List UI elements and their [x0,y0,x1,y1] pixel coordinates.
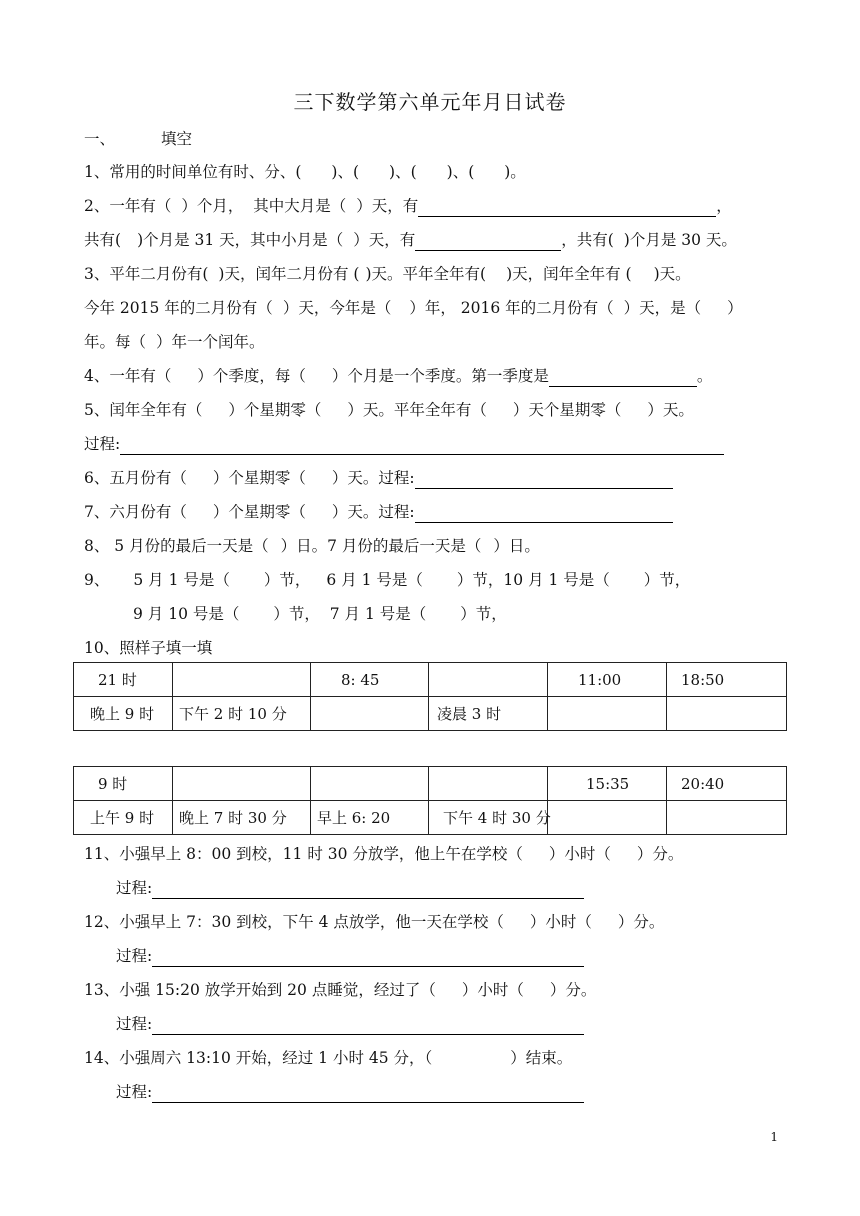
q9-text: ）节， [643,571,691,589]
process-label: 过程: [116,947,153,965]
q3-text: ）天，今年是（ [282,299,392,317]
q13-text: ）小时（ [461,981,524,999]
question-9-line-1 [84,569,690,591]
question-2-line-2 [84,229,737,251]
q3-text: ）年一个闰年。 [156,333,265,351]
q3-text: )天，闰年二月份有 ( [218,265,360,283]
table-cell: 晚上 7 时 30 分 [173,801,311,835]
answer-line [549,368,697,387]
time-table-1 [73,662,787,731]
q5-text: ）天。平年全年有（ [347,401,487,419]
question-14-process [116,1081,584,1103]
table-cell [548,801,667,835]
q9-text: 9、 [84,571,110,589]
q11-text: 11、小强早上 8：00 到校，11 时 30 分放学，他上午在学校（ [84,845,523,863]
q2-text: ）天，有 [353,231,416,249]
q3-text: 3、平年二月份有( [84,265,209,283]
question-12 [84,911,664,933]
q9-text: ）节，10 月 1 号是（ [456,571,610,589]
q3-text: )天。平年全年有( [365,265,487,283]
question-7 [84,501,673,523]
q1-text: )、( [446,163,475,181]
table-row [74,767,787,801]
process-label: 过程: [116,879,153,897]
q7-text: ）个星期零（ [212,503,306,521]
q3-text: ） [727,299,743,317]
q4-text: 。 [696,367,713,385]
table-cell: 21 时 [74,663,173,697]
q2-text: 2、一年有（ [84,197,172,215]
table-cell: 上午 9 时 [74,801,173,835]
question-1 [84,161,526,183]
q13-text: 13、小强 15:20 放学开始到 20 点睡觉，经过了（ [84,981,436,999]
q4-text: ）个季度，每（ [197,367,306,385]
q12-text: 12、小强早上 7：30 到校，下午 4 点放学，他一天在学校（ [84,913,504,931]
q7-text: 7、六月份有（ [84,503,187,521]
question-11-process [116,877,584,899]
process-label: 过程: [116,1083,153,1101]
table-cell: 15:35 [548,767,667,801]
q2-text: ， [716,197,732,215]
question-2-line-1 [84,195,732,217]
q14-text: ）结束。 [510,1049,573,1067]
answer-line [152,1016,584,1035]
q3-text: 年。每（ [84,333,147,351]
time-table-2 [73,766,787,835]
section-name: 填空 [161,130,193,148]
q2-text: )个月是 31 天，其中小月是（ [137,231,344,249]
question-3-line-1 [84,263,691,285]
table-cell [548,697,667,731]
page-number: 1 [770,1130,778,1144]
table-cell: 下午 4 时 30 分 [429,801,548,835]
question-11 [84,843,683,865]
q2-text: ，共有( [561,231,614,249]
q5-text: ）天个星期零（ [512,401,622,419]
answer-line [120,436,724,455]
table-cell [173,767,311,801]
q7-text: ）天。过程: [331,503,415,521]
q2-text: )个月是 30 天。 [623,231,737,249]
q12-text: ）分。 [617,913,665,931]
answer-line [415,504,673,523]
q14-text: 14、小强周六 13:10 开始，经过 1 小时 45 分，（ [84,1049,433,1067]
q5-text: ）天。 [647,401,694,419]
q9-text: 9 月 10 号是（ [133,605,240,623]
q3-text: )天。 [653,265,691,283]
table-cell [311,767,429,801]
table-cell: 18:50 [667,663,787,697]
table-row [74,801,787,835]
question-13 [84,979,596,1001]
section-num: 一、 [84,130,116,148]
table-cell: 11:00 [548,663,667,697]
q5-text: 5、闰年全年有（ [84,401,203,419]
q3-text: )天，闰年全年有 ( [506,265,632,283]
q1-text: )。 [504,163,526,181]
q2-text: ）天，有 [356,197,419,215]
question-8 [84,535,540,557]
q4-text: 4、一年有（ [84,367,172,385]
q1-text: )、( [331,163,360,181]
answer-line [418,198,716,217]
q2-text: 共有( [84,231,122,249]
question-3-line-3 [84,331,265,353]
table-cell [429,767,548,801]
table-cell [667,697,787,731]
table-cell [311,697,429,731]
question-6 [84,467,673,489]
question-9-line-2 [133,603,507,625]
process-label: 过程: [84,435,121,453]
question-3-line-2 [84,297,743,319]
q6-text: ）个星期零（ [212,469,306,487]
table-cell: 凌晨 3 时 [429,697,548,731]
q9-text: ）节， [263,571,311,589]
table-cell [429,663,548,697]
question-4 [84,365,712,387]
answer-line [152,880,584,899]
q11-text: ）小时（ [548,845,611,863]
q12-text: ）小时（ [529,913,592,931]
q6-text: 6、五月份有（ [84,469,187,487]
process-label: 过程: [116,1015,153,1033]
answer-line [415,470,673,489]
q9-text: ）节， 7 月 1 号是（ [273,605,427,623]
answer-line [415,232,561,251]
table-cell [667,801,787,835]
q8-text: ）日。7 月份的最后一天是（ [280,537,482,555]
table-cell [173,663,311,697]
q9-text: ）节， [460,605,507,623]
table-cell: 8: 45 [311,663,429,697]
q9-text: 5 月 1 号是（ [133,571,230,589]
table-cell: 20:40 [667,767,787,801]
table-row [74,663,787,697]
question-14 [84,1047,572,1069]
question-10-label: 10、照样子填一填 [84,639,213,657]
q4-text: ）个月是一个季度。第一季度是 [331,367,549,385]
q8-text: ）日。 [493,537,540,555]
q1-text: 1、常用的时间单位有时、分、( [84,163,302,181]
table-cell: 晚上 9 时 [74,697,173,731]
table-cell: 9 时 [74,767,173,801]
question-5 [84,399,694,421]
question-12-process [116,945,584,967]
table-cell: 下午 2 时 10 分 [173,697,311,731]
answer-line [152,1084,584,1103]
question-5-process [84,433,724,455]
q3-text: ）年， 2016 年的二月份有（ [409,299,614,317]
q3-text: 今年 2015 年的二月份有（ [84,299,273,317]
q1-text: )、( [389,163,417,181]
table-cell: 早上 6: 20 [311,801,429,835]
table-row [74,697,787,731]
q13-text: ）分。 [549,981,597,999]
section-header [84,128,192,150]
q9-text: 6 月 1 号是（ [326,571,423,589]
q5-text: ）个星期零（ [228,401,322,419]
question-13-process [116,1013,584,1035]
answer-line [152,948,584,967]
q6-text: ）天。过程: [331,469,415,487]
q8-text: 8、 5 月份的最后一天是（ [84,537,269,555]
page-title: 三下数学第六单元年月日试卷 [293,90,567,114]
q3-text: ）天，是（ [623,299,702,317]
q2-text: ）个月， 其中大月是（ [181,197,347,215]
q11-text: ）分。 [636,845,684,863]
